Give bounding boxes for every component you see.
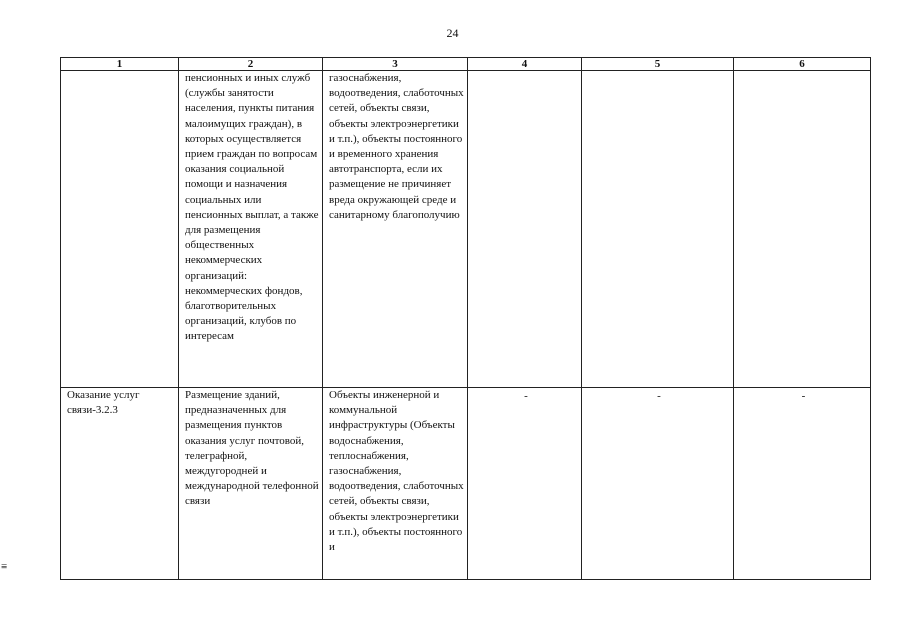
table-row — [61, 71, 871, 388]
cell-col4 — [468, 71, 582, 388]
column-header-3: 3 — [323, 58, 468, 71]
page-number: 24 — [446, 26, 459, 40]
cell-use-type: Оказание услуг связи-3.2.3 — [61, 388, 179, 580]
table-row — [61, 388, 871, 580]
column-header-6: 6 — [734, 58, 871, 71]
column-header-1: 1 — [61, 58, 179, 71]
column-header-5: 5 — [582, 58, 734, 71]
cell-description: пенсионных и иных служб (службы занятости населения, пункты питания малоимущих граждан), в которых осуществляется прием граждан по вопросам оказания социальной помощи и назначения социальных или пенсионных выплат, а также для размещения общественных некоммерческих организаций: некоммерческих фондов, благотворительных организаций, клубов по интересам — [179, 71, 323, 388]
land-use-table — [60, 57, 871, 580]
cell-col5: - — [582, 388, 734, 580]
cell-description: Размещение зданий, предназначенных для размещения пунктов оказания услуг почтовой, телеграфной, междугородней и международной телефонной связи — [179, 388, 323, 580]
cell-use-type — [61, 71, 179, 388]
cell-col4: - — [468, 388, 582, 580]
column-header-2: 2 — [179, 58, 323, 71]
cell-col5 — [582, 71, 734, 388]
cell-auxiliary-uses: Объекты инженерной и коммунальной инфраструктуры (Объекты водоснабжения, теплоснабжения, газоснабжения, водоотведения, слаботочных сетей, объекты связи, объекты электроэнергетики и т.п.), объекты постоянного и — [323, 388, 468, 580]
table-header-row — [61, 58, 871, 71]
margin-mark: ≡ — [1, 561, 8, 573]
column-header-4: 4 — [468, 58, 582, 71]
cell-col6 — [734, 71, 871, 388]
cell-auxiliary-uses: газоснабжения, водоотведения, слаботочных сетей, объекты связи, объекты электроэнергетики и т.п.), объекты постоянного и временного хранения автотранспорта, если их размещение не причиняет вреда окружающей среде и санитарному благополучию — [323, 71, 468, 388]
cell-col6: - — [734, 388, 871, 580]
